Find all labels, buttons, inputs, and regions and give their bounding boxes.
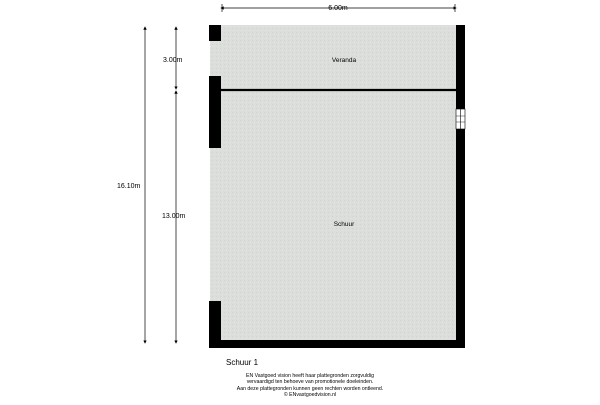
wall-right-upper [456, 25, 465, 109]
schuur-floor [210, 90, 456, 342]
wall-left-top-stub [209, 25, 221, 41]
total-height-dimension-label: 16.10m [117, 183, 141, 190]
disclaimer-line: vervaardigd ten behoeve van promotionele doeleinden. [246, 379, 374, 386]
veranda-height-dimension-label: 3.00m [163, 57, 183, 64]
room-label-schuur: Schuur [333, 221, 355, 228]
plan-caption: Schuur 1 [226, 358, 259, 367]
disclaimer-line: Aan deze plattegronden kunnen geen rechten worden ontleend. [236, 385, 384, 392]
width-dimension-label: 6.00m [328, 5, 348, 12]
disclaimer [190, 373, 430, 398]
disclaimer-line: © ENvastgoedvision.nl [283, 391, 337, 398]
wall-left-upper [209, 76, 221, 148]
wall-bottom [209, 340, 465, 348]
room-label-veranda: Veranda [331, 57, 357, 64]
schuur-height-dimension-label: 13.00m [162, 213, 186, 220]
disclaimer-line: EN Vastgoed vision heeft haar plattegronden zorgvuldig [246, 373, 374, 379]
wall-right-lower [456, 129, 465, 348]
